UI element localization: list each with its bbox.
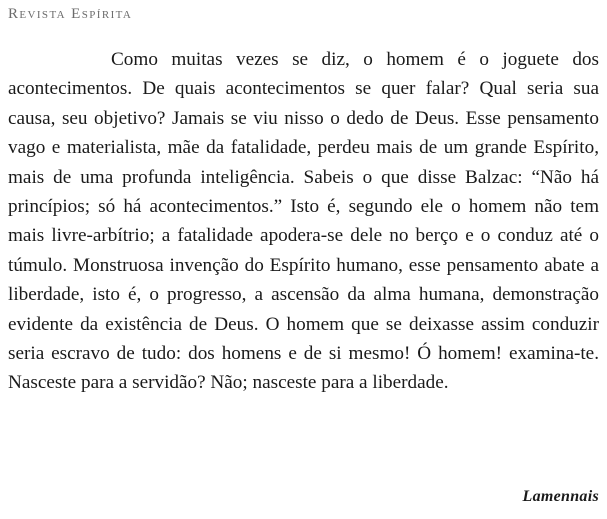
article-paragraph: Como muitas vezes se diz, o homem é o joguete dos acontecimentos. De quais acontecimentos se quer falar? Qual seria sua causa, seu objetivo? Jamais se viu nisso o dedo de Deus. Esse pensamento vago e materialista, mãe da fatalidade, perdeu mais de um grande Espírito, mais de uma profunda inteligência. Sabeis o que disse Balzac: “Não há princípios; só há acontecimentos.” Isto é, segundo ele o homem não tem mais livre-arbítrio; a fatalidade apodera-se dele no berço e o conduz até o túmulo. Monstruosa invenção do Espírito humano, esse pensamento abate a liberdade, isto é, o progresso, a ascensão da alma humana, demonstração evidente da existência de Deus. O homem que se deixasse assim conduzir seria escravo de tudo: dos homens e de si mesmo! Ó homem! examina-te. Nasceste para a servidão? Não; nasceste para a liberdade. — [8, 49, 599, 394]
running-header: Revista Espírita — [8, 6, 133, 22]
author-signature: Lamennais — [522, 488, 599, 505]
